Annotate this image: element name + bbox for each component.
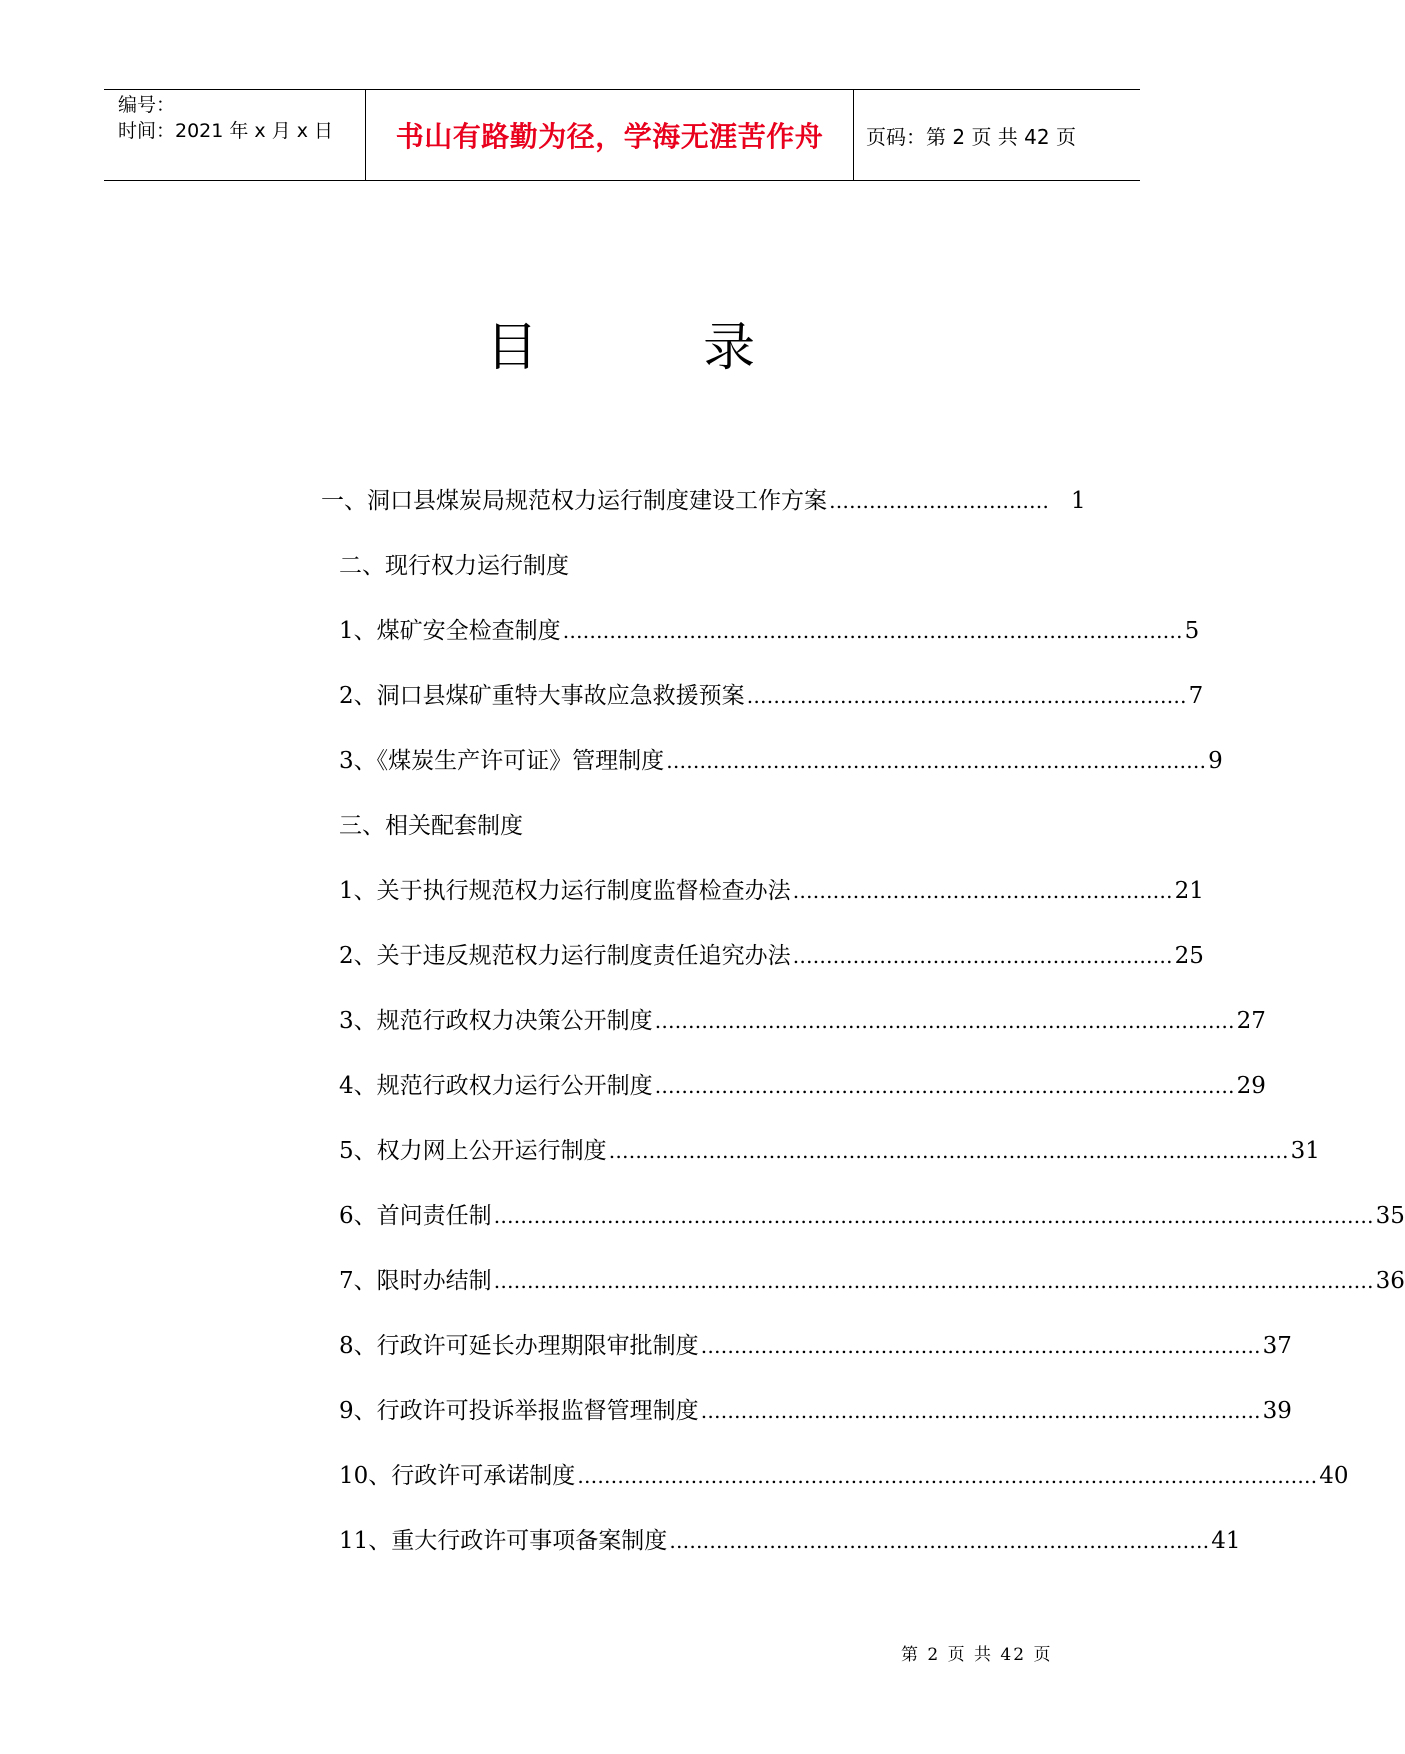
toc-entry-text: 三、相关配套制度 [339,813,523,839]
toc-entry-page: 31 [1290,1138,1320,1164]
toc-entry [339,1073,1266,1099]
toc-entry-page: 1 [1071,488,1086,514]
toc-leader-dots: ………………………………………………………………………………………………… [577,1464,1318,1488]
toc-entry-text: 二、现行权力运行制度 [339,553,569,579]
toc-entry [339,1268,1405,1294]
toc-section-heading [339,555,569,578]
toc-entry-page: 21 [1174,878,1204,904]
toc-entry-page: 35 [1375,1203,1405,1229]
toc-leader-dots: …………………………………………………………………………… [654,1074,1235,1098]
toc-entry-text: 3、规范行政权力决策公开制度 [339,1008,653,1034]
toc-entry-text: 3、《煤炭生产许可证》管理制度 [339,748,665,774]
toc-section-heading [339,815,523,838]
toc-entry-page: 5 [1184,618,1200,644]
toc-entry-text: 11、重大行政许可事项备案制度 [339,1528,668,1554]
toc-entry-text: 5、权力网上公开运行制度 [339,1138,607,1164]
toc-entry [339,943,1204,969]
toc-leader-dots: ……………………………………………………………………… [669,1529,1210,1553]
toc-entry-page: 37 [1262,1333,1292,1359]
toc-leader-dots: ………………………………………………………………………………………… [608,1139,1289,1163]
date-text: 时间：2021 年 x 月 x 日 [118,120,334,142]
motto-text: 书山有路勤为径，学海无涯苦作舟 [395,120,824,153]
toc-entry [339,1463,1349,1489]
toc-entry-page: 29 [1236,1073,1266,1099]
toc-entry [339,748,1223,774]
toc-leader-dots: ………………………………………………………………………………… [562,619,1183,643]
toc-entry-text: 7、限时办结制 [339,1268,492,1294]
toc-leader-dots: ………………………………………………… [792,879,1173,903]
toc-entry-page: 7 [1188,683,1204,709]
toc-entry [339,1398,1292,1424]
toc-leader-dots: …………………………………………………………………………………………………………………… [493,1269,1374,1293]
toc-entry [339,618,1200,644]
toc-entry-text: 8、行政许可延长办理期限审批制度 [339,1333,699,1359]
serial-number-label: 编号： [118,94,176,116]
toc-entry-page: 27 [1236,1008,1266,1034]
toc-leader-dots: …………………………… [829,489,1049,513]
toc-entry-text: 1、煤矿安全检查制度 [339,618,561,644]
toc-entry-text: 10、行政许可承诺制度 [339,1463,576,1489]
toc-leader-dots: ……………………………………………………………………… [666,749,1207,773]
toc-entry-text: 6、首问责任制 [339,1203,492,1229]
toc-entry-text: 4、规范行政权力运行公开制度 [339,1073,653,1099]
toc-entry-page: 9 [1208,748,1223,774]
toc-entry [339,1528,1241,1554]
toc-entry-text: 2、洞口县煤矿重特大事故应急救援预案 [339,683,745,709]
page-code-text: 页码：第 2 页 共 42 页 [866,124,1076,149]
toc-entry-text: 一、洞口县煤炭局规范权力运行制度建设工作方案 [321,488,827,514]
toc-entry-page: 40 [1319,1463,1349,1489]
toc-entry [339,1008,1266,1034]
toc-entry [339,1203,1405,1229]
page-footer: 第 2 页 共 42 页 [901,1645,1053,1665]
toc-entry-page: 39 [1262,1398,1292,1424]
toc-leader-dots: …………………………………………………………………………………………………………………… [493,1204,1374,1228]
toc-entry [339,878,1204,904]
toc-title: 目 录 [485,318,756,378]
toc-entry-page: 36 [1375,1268,1405,1294]
toc-entry [339,1333,1292,1359]
toc-leader-dots: …………………………………………………………………………… [654,1009,1235,1033]
toc-entry-text: 9、行政许可投诉举报监督管理制度 [339,1398,699,1424]
toc-entry [339,1138,1320,1164]
toc-leader-dots: ………………………………………………………………………… [700,1334,1261,1358]
toc-entry-page: 25 [1174,943,1204,969]
toc-entry [321,488,1086,514]
toc-leader-dots: ………………………………………………………… [746,684,1187,708]
toc-leader-dots: ………………………………………………………………………… [700,1399,1261,1423]
toc-entry-page: 41 [1211,1528,1241,1554]
toc-leader-dots: ………………………………………………… [792,944,1173,968]
toc-entry-text: 2、关于违反规范权力运行制度责任追究办法 [339,943,791,969]
toc-entry-text: 1、关于执行规范权力运行制度监督检查办法 [339,878,791,904]
toc-entry [339,683,1204,709]
